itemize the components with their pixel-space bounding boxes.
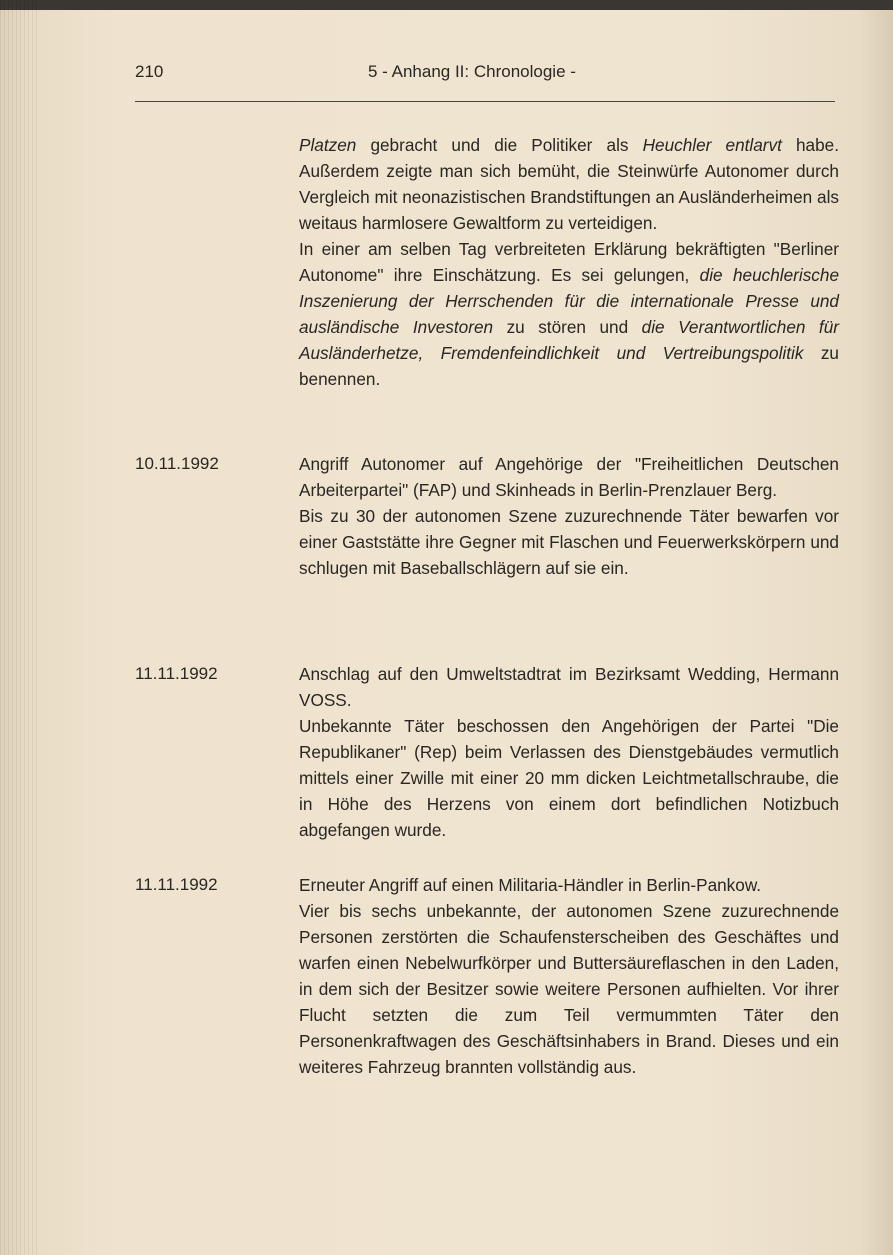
intro-block [299,132,839,392]
entry-headline: Erneuter Angriff auf einen Militaria-Händler in Berlin-Pankow. [299,875,762,895]
entry-date: 10.11.1992 [135,454,219,473]
intro-text-1: gebracht und die Politiker als [356,135,643,155]
entry-date: 11.11.1992 [135,664,218,683]
chronology-entry [299,872,839,1080]
entry-text: Unbekannte Täter beschossen den Angehörigen der Partei "Die Republikaner" (Rep) beim Verlassen des Dienstgebäudes vermutlich mittels einer Zwille mit einer 20 mm dicken Leichtmetallschraube, die in Höhe des Herzens von einem dort befindlichen Notizbuch abgefangen wurde. [299,716,839,840]
intro-text-3: In einer am selben Tag verbreiteten Erklärung bekräftigten "Berliner Autonome" ihre Einschätzung. Es sei gelungen, [299,239,839,285]
book-gutter [0,0,40,1255]
running-header [135,62,837,86]
intro-paragraph-1 [299,132,839,236]
intro-italic-4: die Verantwortlichen für Ausländerhetze, Fremdenfeindlichkeit und Vertreibungspolitik [299,317,839,363]
scan-top-edge [0,0,893,10]
intro-text-2: habe. Außerdem zeigte man sich bemüht, die Steinwürfe Autonomer durch Vergleich mit neonazistischen Brandstiftungen an Ausländerheimen als weitaus harmlosere Gewaltform zu verteidigen. [299,135,839,233]
intro-italic-2: Heuchler entlarvt [642,135,782,155]
chronology-entry [299,661,839,843]
entry-headline: Anschlag auf den Umweltstadtrat im Bezirksamt Wedding, Hermann VOSS. [299,664,839,710]
entry-text: Bis zu 30 der autonomen Szene zuzurechnende Täter bewarfen vor einer Gaststätte ihre Gegner mit Flaschen und Feuerwerkskörpern und schlugen mit Baseballschlägern auf sie ein. [299,506,839,578]
intro-text-4: zu stören und [493,317,642,337]
entry-text: Vier bis sechs unbekannte, der autonomen Szene zuzurechnende Personen zerstörten die Schaufensterscheiben des Geschäftes und warfen einen Nebelwurfkörper und Buttersäureflaschen in den Laden, in dem sich der Besitzer sowie weitere Personen aufhielten. Vor ihrer Flucht setzten die zum Teil vermummten Täter den Personenkraftwagen des Geschäftsinhabers in Brand. Dieses und ein weiteres Fahrzeug brannten vollständig aus. [299,901,839,1077]
intro-italic-1: Platzen [299,135,357,155]
intro-paragraph-2 [299,236,839,392]
entry-date: 11.11.1992 [135,875,218,894]
chapter-title: 5 - Anhang II: Chronologie - [368,62,576,81]
page-number: 210 [135,62,164,81]
entry-headline: Angriff Autonomer auf Angehörige der "Freiheitlichen Deutschen Arbeiterpartei" (FAP) und Skinheads in Berlin-Prenzlauer Berg. [299,454,839,500]
header-rule [135,101,835,102]
intro-italic-3: die heuchlerische Inszenierung der Herrschenden für die internationale Presse und ausländische Investoren [299,265,840,337]
intro-text-5: zu benennen. [299,343,839,389]
chronology-entry [299,451,839,581]
